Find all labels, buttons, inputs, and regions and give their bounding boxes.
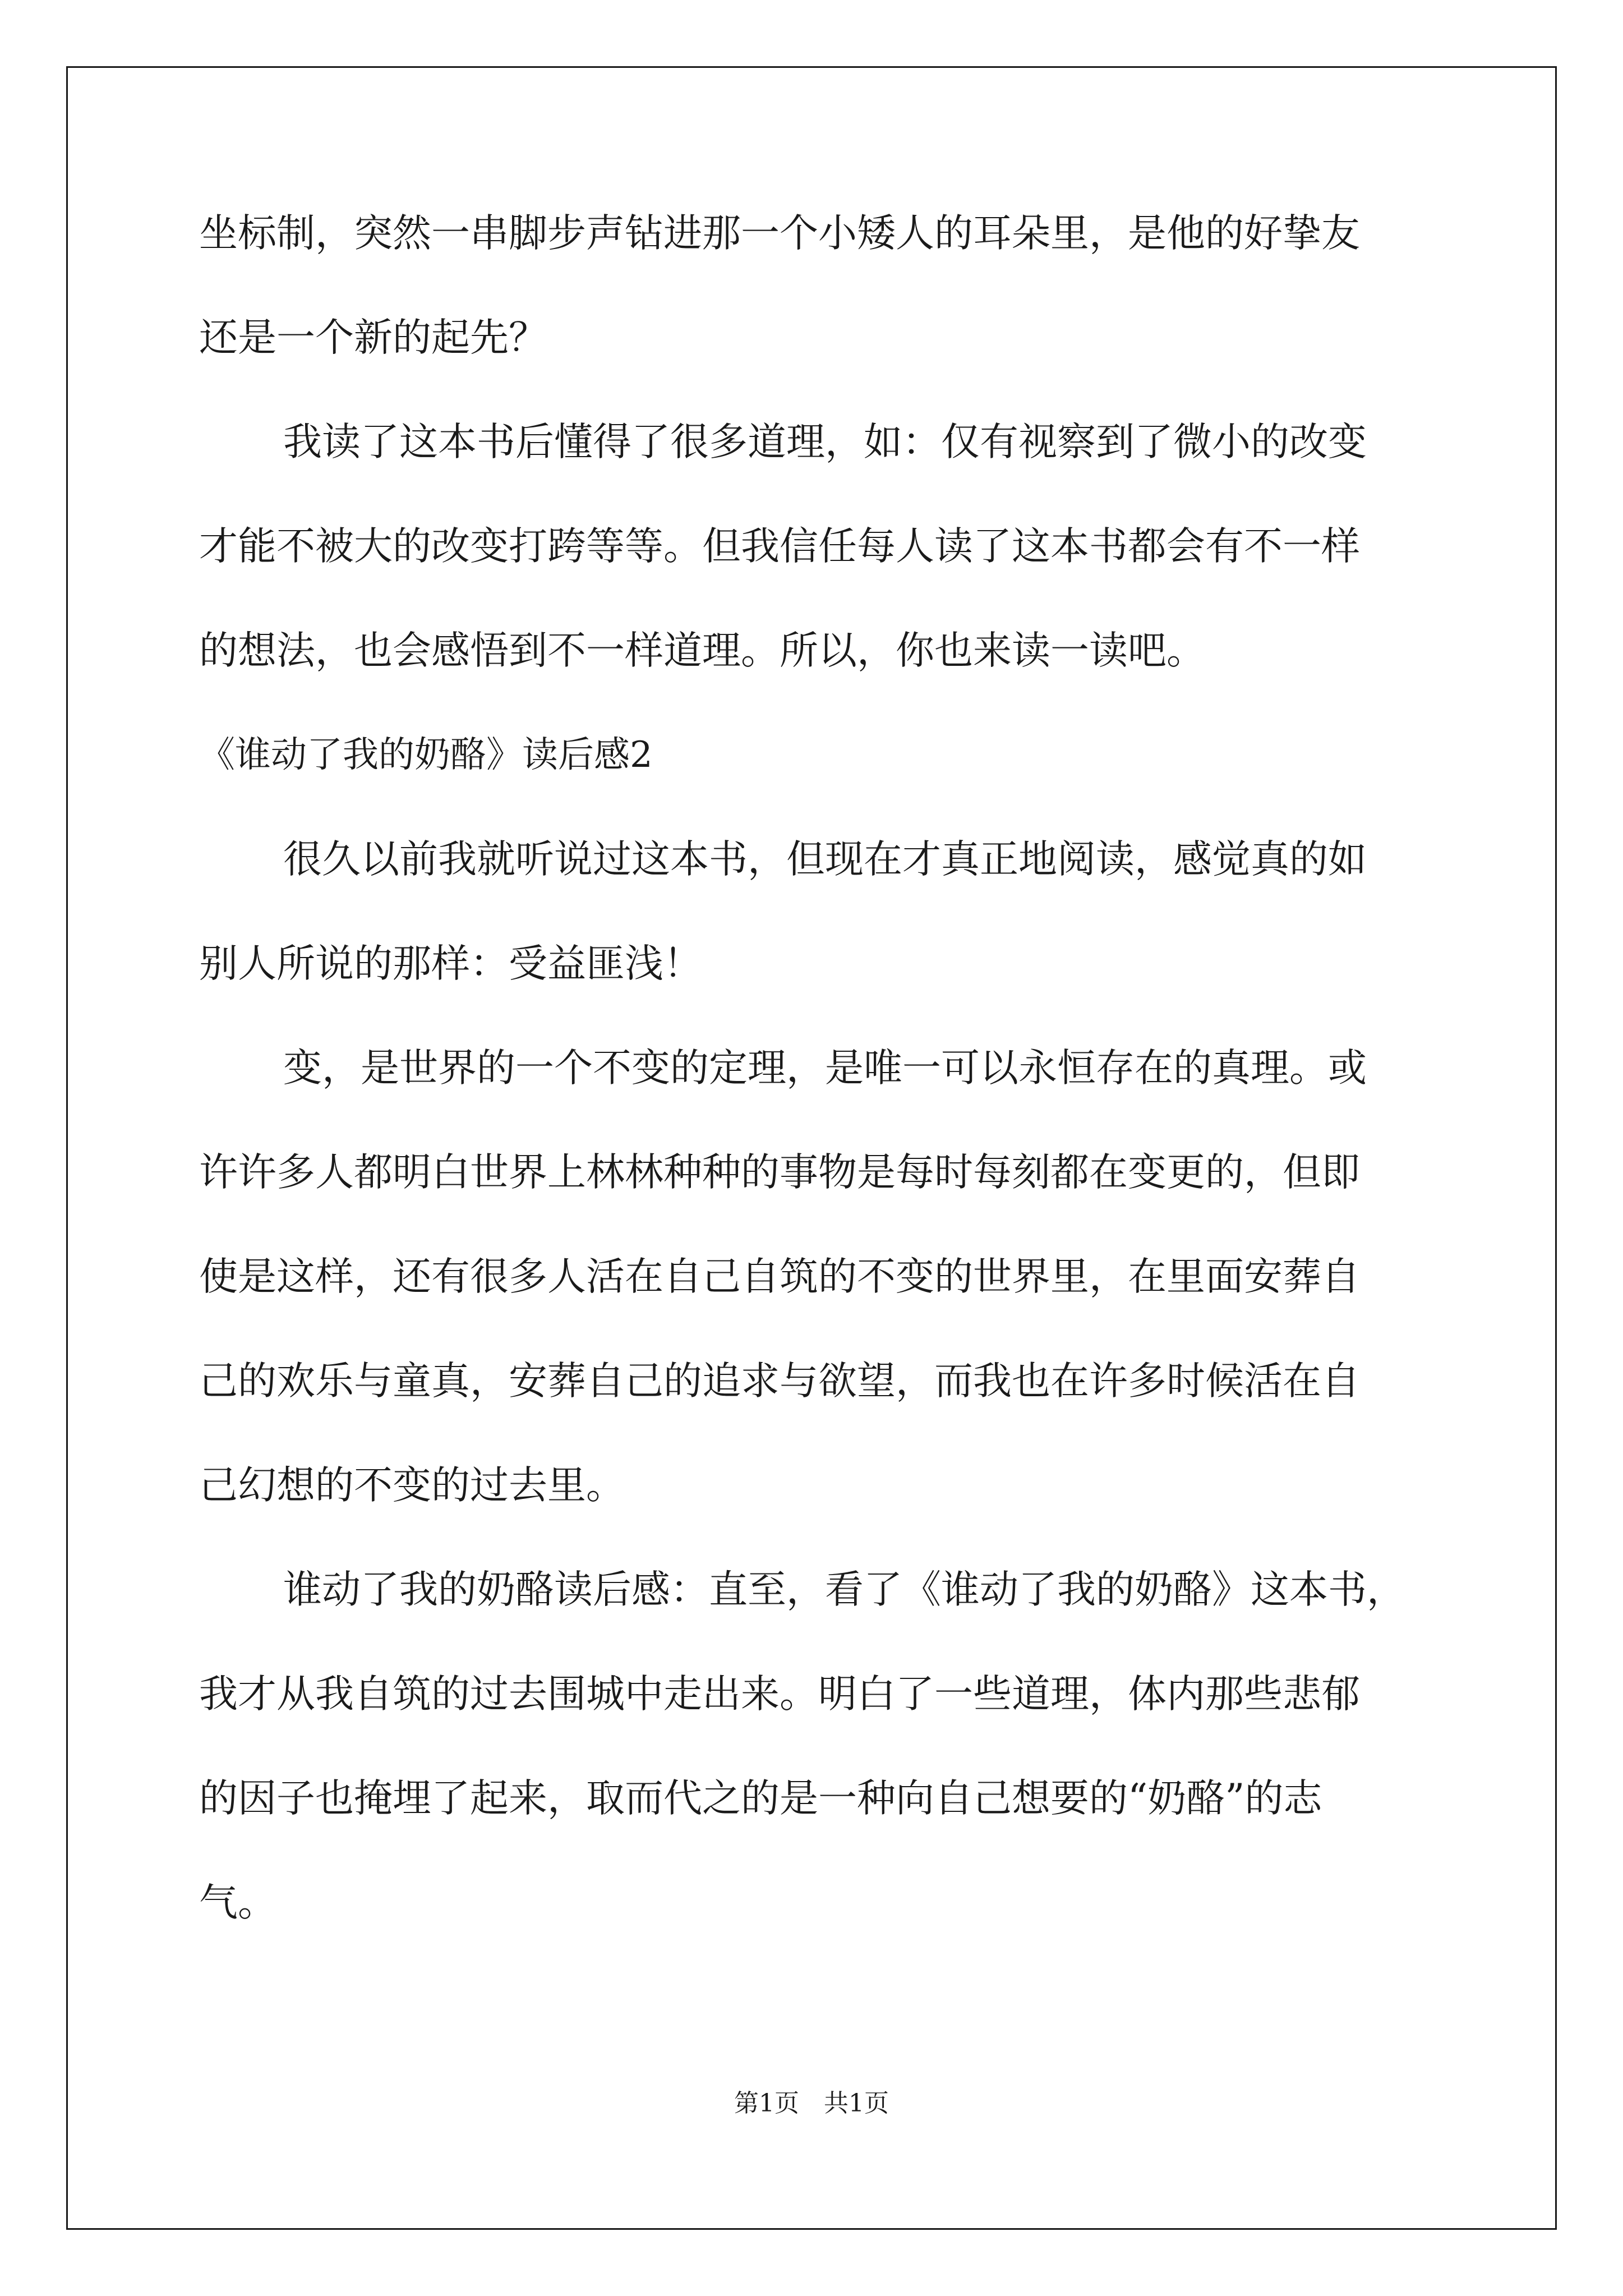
text-line: 才能不被大的改变打跨等等。但我信任每人读了这本书都会有不一样 [199, 524, 1360, 569]
text-line: 的因子也掩埋了起来，取而代之的是一种向自己想要的“奶酪”的志 [199, 1776, 1322, 1821]
text-line: 许许多人都明白世界上林林种种的事物是每时每刻都在变更的，但即 [199, 1150, 1360, 1195]
section-heading: 《谁动了我的奶酪》读后感2 [199, 734, 653, 776]
text-line: 我才从我自筑的过去围城中走出来。明白了一些道理，体内那些悲郁 [199, 1672, 1360, 1717]
text-line: 使是这样，还有很多人活在自己自筑的不变的世界里，在里面安葬自 [199, 1254, 1360, 1299]
text-line: 别人所说的那样：受益匪浅！ [199, 941, 702, 986]
paragraph-start-line: 很久以前我就听说过这本书，但现在才真正地阅读，感觉真的如 [283, 837, 1367, 882]
text-line: 己的欢乐与童真，安葬自己的追求与欲望，而我也在许多时候活在自 [199, 1359, 1360, 1404]
text-line: 气。 [199, 1880, 276, 1925]
paragraph-start-line: 谁动了我的奶酪读后感：直至，看了《谁动了我的奶酪》这本书， [283, 1567, 1405, 1612]
text-line: 坐标制，突然一串脚步声钻进那一个小矮人的耳朵里，是他的好挚友 [199, 211, 1360, 256]
text-line: 还是一个新的起先？ [199, 315, 547, 360]
text-line: 己幻想的不变的过去里。 [199, 1463, 625, 1508]
text-line: 的想法，也会感悟到不一样道理。所以，你也来读一读吧。 [199, 628, 1205, 673]
page-footer: 第1页 共1页 [734, 2089, 889, 2118]
paragraph-start-line: 我读了这本书后懂得了很多道理，如：仅有视察到了微小的改变 [283, 420, 1367, 464]
paragraph-start-line: 变，是世界的一个不变的定理，是唯一可以永恒存在的真理。或 [283, 1046, 1367, 1091]
document-body [199, 208, 1433, 1981]
